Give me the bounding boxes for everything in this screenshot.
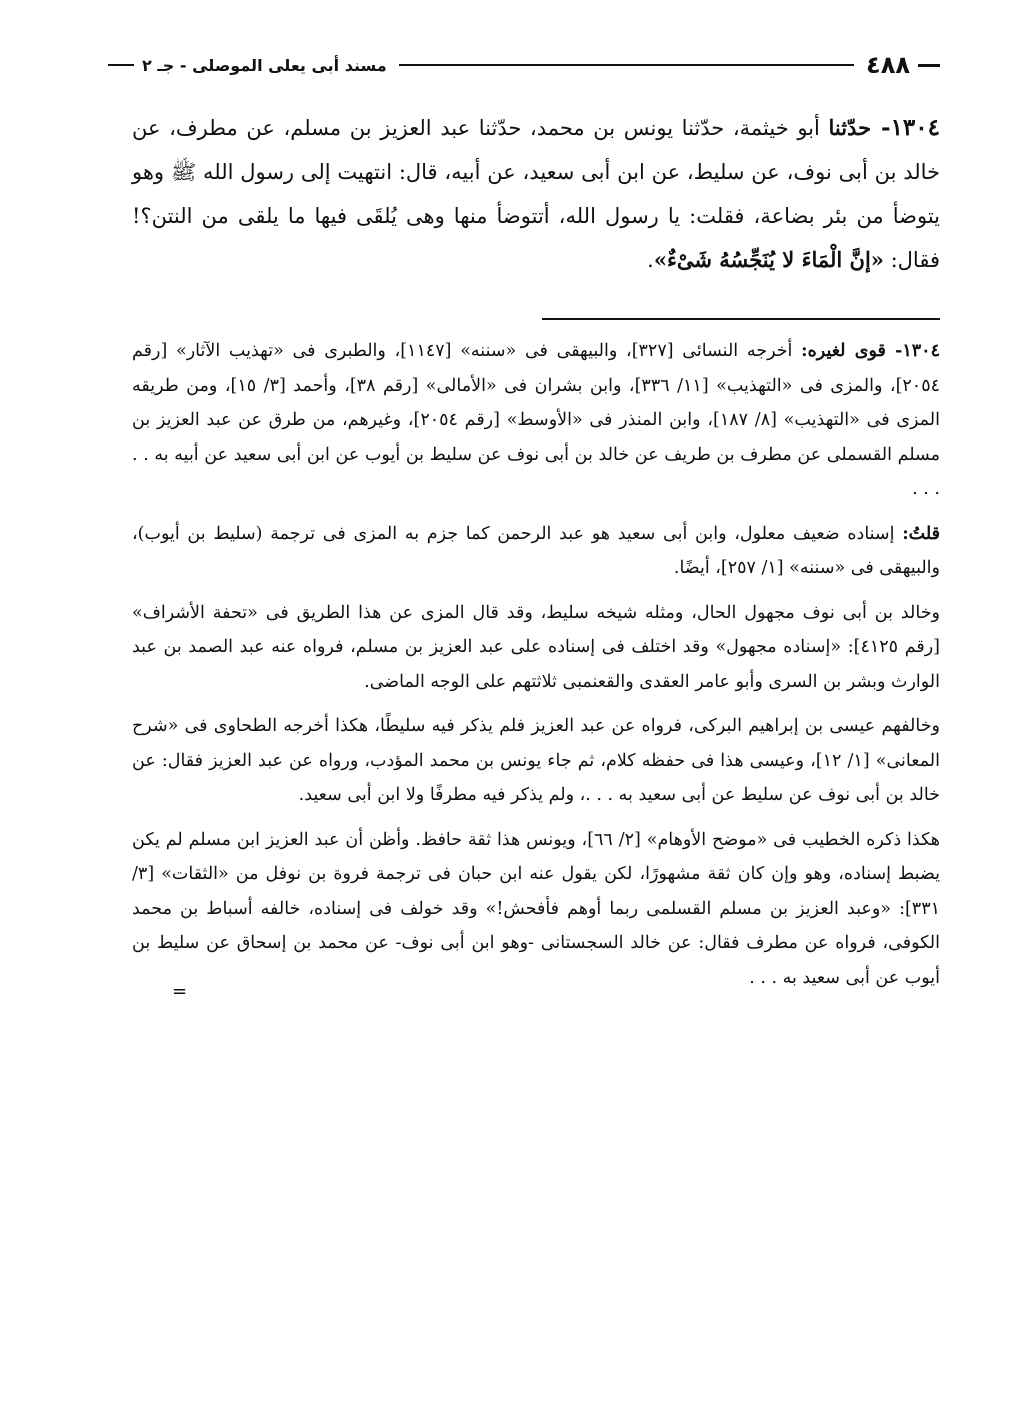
qultu-lead: قلتُ: bbox=[902, 523, 940, 544]
header-dash-left bbox=[108, 64, 134, 66]
header-dash-right bbox=[918, 64, 940, 67]
running-header bbox=[108, 48, 940, 82]
hadith-opening: حدّثنا bbox=[828, 115, 872, 140]
takhrij-text: أخرجه النسائى [٣٢٧]، والبيهقى فى «سننه» [١١٤٧]، والطبرى فى «تهذيب الآثار» [رقم ٢٠٥٤]، والمزى فى «التهذيب» [١١/ ٣٣٦]، وابن بشران فى «الأمالى» [رقم ٣٨]، وأحمد [٣/ ١٥]، ومن طريقه المزى فى «التهذيب» [٨/ ١٨٧]، وابن المنذر فى «الأوسط» [رقم ٢٠٥٤]، وغيرهم، من طرق عن عبد العزيز بن مسلم القسملى عن مطرف بن طريف عن خالد بن أبى نوف عن سليط بن أيوب عن ابن أبى سعيد عن أبيه به . . . . . bbox=[132, 341, 940, 499]
qultu-text: إسناده ضعيف معلول، وابن أبى سعيد هو عبد الرحمن كما جزم به المزى فى ترجمة (سليط بن أيوب)، والبيهقى فى «سننه» [١/ ٢٥٧]، أيضًا. bbox=[132, 523, 940, 578]
hadith-text bbox=[132, 106, 940, 282]
book-title: مسند أبى يعلى الموصلى - جـ ٢ bbox=[142, 55, 387, 75]
commentary-paragraph-2: وخالفهم عيسى بن إبراهيم البركى، فرواه عن عبد العزيز فلم يذكر فيه سليطًا، هكذا أخرجه الطحاوى فى «شرح المعانى» [١/ ١٢]، وعيسى هذا فى حفظه كلام، ثم جاء يونس بن محمد المؤدب، ورواه عن عبد العزيز فقال: عن خالد بن أبى نوف عن سليط عن أبى سعيد به . . .، ولم يذكر فيه مطرفًا ولا ابن أبى سعيد. bbox=[132, 716, 941, 805]
takhrij-lead: ١٣٠٤- قوى لغيره: bbox=[801, 341, 940, 361]
hadith-number-dash: - bbox=[871, 114, 891, 141]
commentary-paragraph-3: هكذا ذكره الخطيب فى «موضح الأوهام» [٢/ ٦٦]، ويونس هذا ثقة حافظ. وأظن أن عبد العزيز ابن مسلم لم يكن يضبط إسناده، وهو وإن كان ثقة مشهورًا، لكن يقول عنه ابن حبان فى ترجمة فروة بن نوفل من «الثقات» [٣/ ٣٣١]: «وعبد العزيز بن مسلم القسلمى ربما أوهم فأفحش!» وقد خولف فى إسناده، خالفه أسباط بن محمد الكوفى، فرواه عن مطرف فقال: عن خالد السجستانى -وهو ابن أبى نوف- عن محمد بن إسحاق عن سليط بن أيوب عن أبى سعيد به . . . bbox=[132, 829, 940, 988]
footnotes bbox=[132, 334, 940, 1005]
commentary-paragraph-1: وخالد بن أبى نوف مجهول الحال، ومثله شيخه سليط، وقد قال المزى عن هذا الطريق فى «تحفة الأشراف» [رقم ٤١٢٥]: «إسناده مجهول» وقد اختلف فى إسناده على عبد العزيز بن مسلم، فرواه عنه عبد الصمد بن عبد الوارث وبشر بن السرى وأبو عامر العقدى والقعنمبى ثلاثتهم على الوجه الماضى. bbox=[132, 602, 940, 692]
footnote-separator bbox=[542, 318, 940, 320]
qultu-paragraph bbox=[132, 517, 940, 586]
page-number: ٤٨٨ bbox=[866, 51, 910, 79]
continuation-mark: = bbox=[172, 980, 188, 1002]
takhrij-paragraph bbox=[132, 334, 940, 507]
hadith-closing: . bbox=[647, 248, 654, 272]
hadith-body: أبو خيثمة، حدّثنا يونس بن محمد، حدّثنا عبد العزيز بن مسلم، عن مطرف، عن خالد بن أبى نوف، عن سليط، عن ابن أبى سعيد، عن أبيه، قال: انتهيت إلى رسول الله ﷺ وهو يتوضأ من بئر بضاعة، فقلت: يا رسول الله، أتتوضأ منها وهى يُلقَى فيها ما يلقى من النتن؟! فقال: bbox=[132, 116, 940, 272]
prophetic-quote: «إنَّ الْمَاءَ لا يُنَجِّسُهُ شَىْءٌ» bbox=[653, 247, 884, 272]
hadith-number: ١٣٠٤ bbox=[890, 114, 940, 141]
header-rule bbox=[399, 64, 854, 66]
